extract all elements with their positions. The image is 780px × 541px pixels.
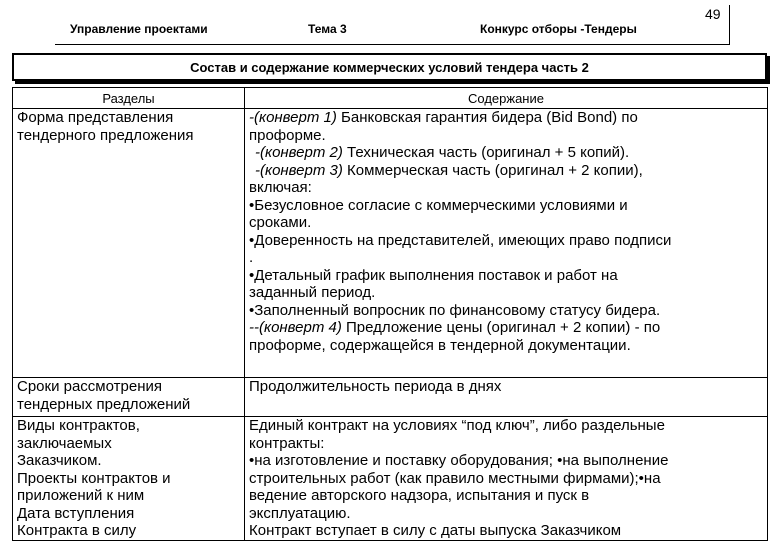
content-line: сроками. (249, 214, 312, 231)
table-row (13, 417, 768, 541)
content-line: проформе, содержащейся в тендерной документации. (249, 336, 631, 354)
table-row (13, 109, 768, 378)
column-header-content: Содержание (245, 88, 768, 109)
envelope-label: -(конверт 1) (249, 109, 337, 126)
header-divider (55, 44, 730, 45)
section-text: Заказчиком. (17, 452, 102, 469)
page-number: 49 (705, 6, 721, 22)
content-line: проформе. (249, 126, 326, 144)
table-row (13, 378, 768, 417)
section-text: Дата вступления (17, 504, 135, 522)
section-text: Проекты контрактов и (17, 469, 171, 487)
content-line: заданный период. (249, 284, 376, 301)
row-section-cell (13, 109, 245, 378)
content-line: Коммерческая часть (оригинал + 2 копии), (342, 161, 643, 179)
row-content-cell (245, 378, 768, 417)
topic-label: Тема 3 (308, 22, 347, 36)
content-line: строительных работ (как правило местными фирмами);•на (249, 469, 661, 487)
bullet-line: •Заполненный вопросник по финансовому статусу бидера. (249, 301, 661, 319)
section-label: Конкурс отборы -Тендеры (480, 22, 637, 36)
table-header-row (13, 88, 768, 109)
row-content-cell (245, 109, 768, 378)
section-text: Виды контрактов, (17, 417, 140, 434)
section-text: Контракта в силу (17, 522, 137, 539)
section-text: приложений к ним (17, 487, 145, 504)
content-line: ведение авторского надзора, испытания и пуск в (249, 487, 590, 504)
content-line: . (249, 249, 254, 266)
row-section-cell (13, 417, 245, 541)
content-line: включая: (249, 179, 312, 196)
section-text: тендерных предложений (17, 395, 191, 413)
content-line: Техническая часть (оригинал + 5 копий). (342, 144, 630, 161)
section-text: Сроки рассмотрения (17, 378, 162, 395)
envelope-label: --(конверт 4) (249, 319, 342, 336)
section-text: заключаемых (17, 434, 112, 452)
content-line: Единый контракт на условиях “под ключ”, либо раздельные (249, 417, 665, 434)
bullet-line: •на изготовление и поставку оборудования; •на выполнение (249, 452, 669, 469)
content-line: Предложение цены (оригинал + 2 копии) - по (341, 319, 661, 336)
bullet-line: •Детальный график выполнения поставок и работ на (249, 266, 618, 284)
column-header-sections: Разделы (13, 88, 245, 109)
content-line: Контракт вступает в силу с даты выпуска Заказчиком (249, 522, 622, 539)
content-line: Продолжительность периода в днях (249, 378, 502, 395)
row-content-cell (245, 417, 768, 541)
bullet-line: •Безусловное согласие с коммерческими условиями и (249, 196, 628, 214)
row-section-cell (13, 378, 245, 417)
tender-conditions-table (12, 87, 768, 541)
content-line: контракты: (249, 434, 325, 452)
envelope-label: -(конверт 2) (255, 144, 343, 161)
bullet-line: •Доверенность на представителей, имеющих право подписи (249, 231, 672, 249)
course-title: Управление проектами (70, 22, 208, 36)
content-line: эксплуатацию. (249, 504, 351, 522)
envelope-label: -(конверт 3) (255, 161, 343, 179)
section-text: Форма представления тендерного предложения (17, 109, 194, 144)
slide-title: Состав и содержание коммерческих условий тендера часть 2 (12, 53, 767, 81)
header-vertical-divider (729, 5, 730, 45)
content-line: Банковская гарантия бидера (Bid Bond) по (336, 109, 638, 126)
